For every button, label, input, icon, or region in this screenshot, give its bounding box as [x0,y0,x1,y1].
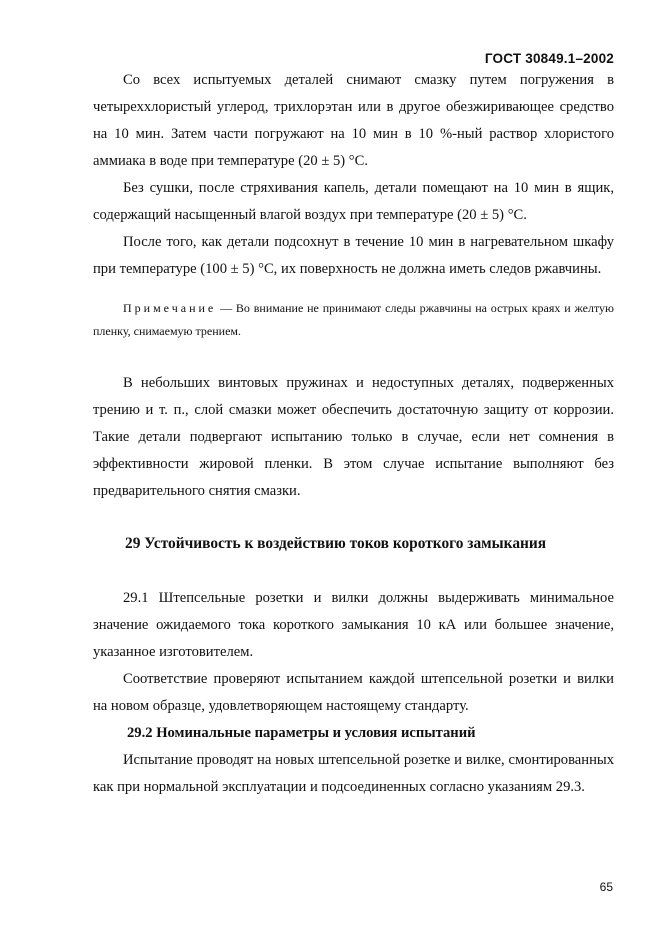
note [93,297,614,343]
note-label: Примечание [123,301,217,315]
note-text: — Во внимание не принимают следы ржавчины на острых краях и желтую пленку, снимаемую трением. [93,301,614,338]
paragraph-degreasing: Со всех испытуемых деталей снимают смазку путем погружения в четыреххлористый углерод, трихлорэтан или в другое обезжиривающее средство на 10 мин. Затем части погружают на 10 мин в 10 %-ный раствор хлористого аммиака в воде при температуре (20 ± 5) °С. [93,72,614,169]
page-number: 65 [599,880,613,894]
section-title: 29 Устойчивость к воздействию токов короткого замыкания [125,535,547,552]
document-header: ГОСТ 30849.1–2002 [484,51,614,66]
page-body [93,67,614,801]
paragraph-springs: В небольших винтовых пружинах и недоступных деталях, подверженных трению и т. п., слой смазки может обеспечить достаточную защиту от коррозии. Такие детали подвергают испытанию только в случае, если нет сомнения в эффективности жировой пленки. В этом случае испытание выполняют без предварительного снятия смазки. [93,375,614,499]
paragraph-test-setup: Испытание проводят на новых штепсельной розетке и вилке, смонтированных как при нормальной эксплуатации и подсоединенных согласно указаниям 29.3. [93,752,614,795]
paragraph-drying: После того, как детали подсохнут в течение 10 мин в нагревательном шкафу при температуре (100 ± 5) °С, их поверхность не должна иметь следов ржавчины. [93,234,614,277]
paragraph-compliance: Соответствие проверяют испытанием каждой штепсельной розетки и вилки на новом образце, удовлетворяющем настоящему стандарту. [93,671,614,714]
paragraph-29-1: 29.1 Штепсельные розетки и вилки должны выдерживать минимальное значение ожидаемого тока короткого замыкания 10 кА или большее значение, указанное изготовителем. [93,590,614,660]
subsection-title: 29.2 Номинальные параметры и условия испытаний [127,725,476,741]
paragraph-humid-box: Без сушки, после стряхивания капель, детали помещают на 10 мин в ящик, содержащий насыщенный влагой воздух при температуре (20 ± 5) °С. [93,180,614,223]
